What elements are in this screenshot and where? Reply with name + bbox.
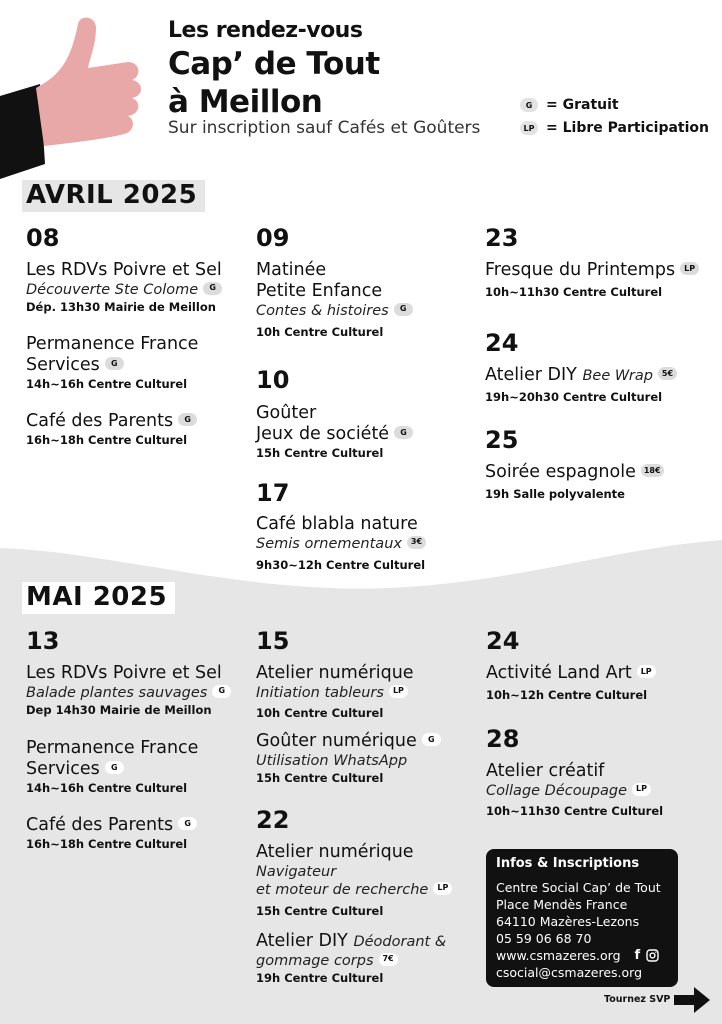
may-day-13: 13 xyxy=(26,627,60,655)
event-tag: 5€ xyxy=(658,367,677,380)
event-title: Les RDVs Poivre et Sel xyxy=(26,260,222,280)
event-title-text: Café des Parents xyxy=(26,411,174,431)
arrow-right-icon xyxy=(672,985,712,1015)
legend-gratuit xyxy=(520,97,619,113)
event-title-text: Atelier DIY xyxy=(485,365,577,385)
event-tag: G xyxy=(394,303,413,316)
event-info: 19h Salle polyvalente xyxy=(485,487,625,501)
may-event-land-art xyxy=(486,663,656,703)
event-subtitle xyxy=(26,684,231,702)
april-event-permanence xyxy=(26,334,198,392)
may-day-22: 22 xyxy=(256,806,290,834)
infos-email[interactable]: csocial@csmazeres.org xyxy=(496,965,643,980)
event-title-line2 xyxy=(26,759,198,780)
event-subtitle-text: Balade plantes sauvages xyxy=(26,685,208,701)
event-subtitle-text: Semis ornementaux xyxy=(256,536,402,552)
title-line-1: Les rendez-vous xyxy=(168,18,363,43)
event-subtitle: Utilisation WhatsApp xyxy=(256,753,408,769)
event-title-line1: Goûter xyxy=(256,403,317,423)
event-title xyxy=(485,462,664,483)
event-subtitle-text: Contes & histoires xyxy=(256,303,389,319)
event-info: 10h Centre Culturel xyxy=(256,706,384,720)
event-subtitle-inline: Déodorant & xyxy=(353,934,447,950)
april-event-fresque xyxy=(485,260,699,300)
event-title xyxy=(486,663,656,684)
legend-lp-tag: LP xyxy=(520,121,538,135)
event-subtitle-line2-text: gommage corps xyxy=(256,953,374,969)
event-subtitle-line2 xyxy=(256,952,446,970)
title-line-2: Cap’ de Tout xyxy=(168,46,380,82)
event-title-line1: Permanence France xyxy=(26,334,199,354)
thumbs-up-illustration xyxy=(0,14,150,184)
event-title-line2-text: Services xyxy=(26,759,100,779)
event-title-line2 xyxy=(256,424,413,445)
may-event-atelier-numerique-2 xyxy=(256,842,452,919)
event-title-text: Café des Parents xyxy=(26,815,174,835)
event-title-text: Atelier DIY xyxy=(256,931,348,951)
event-tag: LP xyxy=(680,262,699,275)
event-info: 14h~16h Centre Culturel xyxy=(26,377,188,391)
may-day-24: 24 xyxy=(486,627,520,655)
event-tag: LP xyxy=(433,882,452,895)
april-day-10: 10 xyxy=(256,366,290,394)
event-title-line2-text: Jeux de société xyxy=(256,424,390,444)
event-info: 10h Centre Culturel xyxy=(256,325,384,339)
event-tag: LP xyxy=(389,685,408,698)
event-tag: 7€ xyxy=(379,953,398,966)
legend-g-label: = Gratuit xyxy=(546,97,619,113)
may-event-permanence xyxy=(26,738,198,796)
event-subtitle-text: Collage Découpage xyxy=(486,783,628,799)
april-day-24: 24 xyxy=(485,329,519,357)
april-event-cafe-blabla xyxy=(256,514,426,573)
may-event-atelier-diy xyxy=(256,931,446,986)
event-title-text: Activité Land Art xyxy=(486,663,632,683)
event-tag: 18€ xyxy=(641,464,664,477)
facebook-icon[interactable]: f xyxy=(634,948,641,963)
may-event-atelier-numerique-1 xyxy=(256,663,414,721)
event-info: 10h~12h Centre Culturel xyxy=(486,688,648,702)
event-title xyxy=(256,931,446,952)
april-day-17: 17 xyxy=(256,479,290,507)
event-tag: G xyxy=(178,817,197,830)
may-event-atelier-creatif xyxy=(486,761,663,819)
event-tag: LP xyxy=(632,783,651,796)
event-title-line2: Petite Enfance xyxy=(256,281,383,301)
event-info: 15h Centre Culturel xyxy=(256,771,384,785)
legend-libre-participation xyxy=(520,120,709,136)
event-info: 9h30~12h Centre Culturel xyxy=(256,558,426,572)
event-title xyxy=(485,365,677,386)
event-title-text: Soirée espagnole xyxy=(485,462,636,482)
infos-org-name: Centre Social Cap’ de Tout xyxy=(496,880,661,895)
event-tag: G xyxy=(394,426,413,439)
event-info: 10h~11h30 Centre Culturel xyxy=(486,804,664,818)
turn-page-label: Tournez SVP xyxy=(604,994,671,1005)
april-event-matinee xyxy=(256,260,413,340)
event-info: Dep 14h30 Mairie de Meillon xyxy=(26,703,212,717)
event-tag: G xyxy=(105,357,124,370)
event-title-line1: Permanence France xyxy=(26,738,199,758)
legend-lp-label: = Libre Participation xyxy=(546,120,709,136)
event-title: Atelier numérique xyxy=(256,663,414,683)
april-day-23: 23 xyxy=(485,224,519,252)
event-title xyxy=(26,411,197,432)
event-subtitle xyxy=(256,535,426,553)
april-day-25: 25 xyxy=(485,426,519,454)
april-event-poivre-sel xyxy=(26,260,222,315)
event-tag: 3€ xyxy=(407,536,426,549)
infos-website[interactable]: www.csmazeres.org xyxy=(496,948,621,963)
event-tag: LP xyxy=(637,665,656,678)
infos-city: 64110 Mazères-Lezons xyxy=(496,914,640,929)
legend-g-tag: G xyxy=(520,98,538,112)
event-subtitle xyxy=(256,302,413,320)
event-info: 15h Centre Culturel xyxy=(256,904,384,918)
subtitle: Sur inscription sauf Cafés et Goûters xyxy=(168,118,481,138)
event-title xyxy=(26,815,197,836)
event-info: 16h~18h Centre Culturel xyxy=(26,837,188,851)
event-subtitle-text: Initiation tableurs xyxy=(256,685,384,701)
april-event-cafe-parents xyxy=(26,411,197,448)
event-tag: G xyxy=(212,685,231,698)
may-day-15: 15 xyxy=(256,627,290,655)
month-heading-april: AVRIL 2025 xyxy=(22,180,205,212)
title-line-3: à Meillon xyxy=(168,84,323,120)
event-subtitle-line1: Navigateur xyxy=(256,864,337,880)
event-title: Café blabla nature xyxy=(256,514,418,534)
event-info: 14h~16h Centre Culturel xyxy=(26,781,188,795)
april-day-08: 08 xyxy=(26,224,60,252)
event-title: Les RDVs Poivre et Sel xyxy=(26,663,222,683)
april-event-atelier-diy xyxy=(485,365,677,405)
infos-inscriptions-box xyxy=(486,849,678,987)
event-title: Atelier créatif xyxy=(486,761,605,781)
event-title: Atelier numérique xyxy=(256,842,414,862)
may-event-cafe-parents xyxy=(26,815,197,852)
event-info: 19h~20h30 Centre Culturel xyxy=(485,390,663,404)
event-subtitle xyxy=(256,684,414,702)
month-heading-may: MAI 2025 xyxy=(22,582,175,614)
event-subtitle xyxy=(26,281,222,299)
may-event-gouter-numerique xyxy=(256,731,441,786)
event-info: 10h~11h30 Centre Culturel xyxy=(485,285,663,299)
event-title-line2 xyxy=(26,355,198,376)
event-info: 16h~18h Centre Culturel xyxy=(26,433,188,447)
event-tag: G xyxy=(105,761,124,774)
instagram-icon[interactable] xyxy=(646,949,659,962)
event-subtitle-inline: Bee Wrap xyxy=(582,368,653,384)
event-info: 15h Centre Culturel xyxy=(256,446,384,460)
event-subtitle-text: Découverte Ste Colome xyxy=(26,282,199,298)
april-event-gouter xyxy=(256,403,413,461)
event-info: 19h Centre Culturel xyxy=(256,971,384,985)
infos-phone: 05 59 06 68 70 xyxy=(496,931,592,946)
event-tag: G xyxy=(203,282,222,295)
april-event-soiree xyxy=(485,462,664,502)
event-title xyxy=(256,731,441,752)
may-event-poivre-sel xyxy=(26,663,231,718)
event-title-line1: Matinée xyxy=(256,260,327,280)
event-title xyxy=(485,260,699,281)
infos-address: Place Mendès France xyxy=(496,897,628,912)
event-subtitle-line2 xyxy=(256,881,452,899)
april-day-09: 09 xyxy=(256,224,290,252)
event-title-text: Fresque du Printemps xyxy=(485,260,676,280)
infos-website-row xyxy=(496,947,668,964)
event-title-line2-text: Services xyxy=(26,355,100,375)
event-tag: G xyxy=(422,733,441,746)
event-subtitle-line2-text: et moteur de recherche xyxy=(256,882,429,898)
infos-heading: Infos & Inscriptions xyxy=(496,856,640,871)
event-subtitle xyxy=(486,782,663,800)
event-tag: G xyxy=(178,413,197,426)
event-title-text: Goûter numérique xyxy=(256,731,417,751)
event-info: Dép. 13h30 Mairie de Meillon xyxy=(26,300,216,314)
may-day-28: 28 xyxy=(486,725,520,753)
